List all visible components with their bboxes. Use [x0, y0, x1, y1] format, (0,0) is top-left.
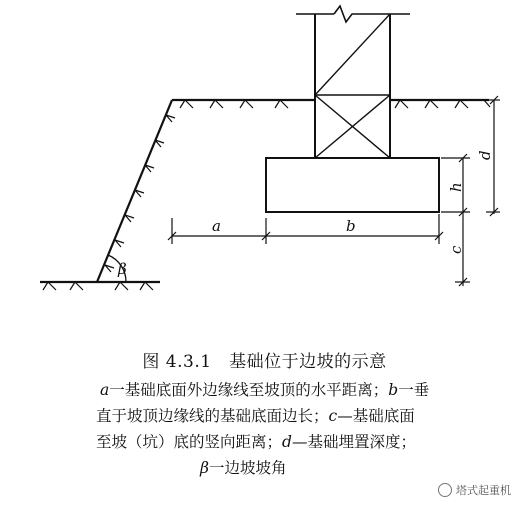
label-a: a: [212, 217, 221, 235]
legend-line-4: [200, 455, 500, 481]
legend-line-3: [96, 429, 500, 455]
legend-c-text-cont: 至坡（坑）底的竖向距离；: [96, 433, 283, 451]
legend-b-text: 一垂: [398, 381, 430, 399]
legend-line-1: [100, 377, 500, 403]
symbol-beta: β: [200, 459, 209, 477]
watermark: [438, 482, 511, 498]
label-d: d: [476, 150, 494, 160]
column: [315, 14, 390, 158]
footing: [266, 158, 439, 212]
symbol-a: a: [100, 381, 110, 399]
legend-d-text: —基础埋置深度；: [291, 433, 416, 451]
figure-caption-title: 图 4.3.1 基础位于边坡的示意: [142, 352, 387, 372]
label-c: c: [447, 245, 465, 254]
label-b: b: [346, 217, 356, 235]
wechat-icon: [438, 483, 452, 497]
symbol-b: b: [388, 381, 399, 399]
legend-b-text-cont: 直于坡顶边缘线的基础底面边长；: [96, 407, 329, 425]
legend-beta-text: 一边坡坡角: [208, 459, 287, 477]
label-beta: β: [118, 260, 127, 278]
figure-legend: [96, 377, 500, 481]
legend-c-text: —基础底面: [337, 407, 415, 425]
label-h: h: [447, 182, 465, 192]
watermark-text: 塔式起重机: [456, 484, 511, 497]
break-line: [296, 6, 410, 22]
symbol-d: d: [282, 433, 292, 451]
symbol-c: c: [328, 407, 338, 425]
legend-a-text: 一基础底面外边缘线至坡顶的水平距离；: [109, 381, 389, 399]
legend-line-2: [96, 403, 500, 429]
